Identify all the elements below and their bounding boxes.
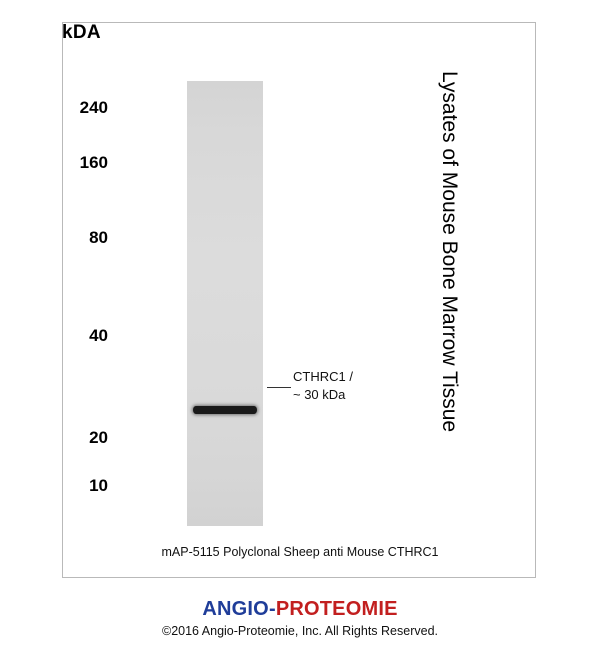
ladder-mark-80: 80 — [89, 228, 108, 247]
molecular-weight-ladder — [52, 58, 108, 498]
molecular-weight-axis-title: kDA — [62, 22, 101, 43]
ladder-mark-160: 160 — [79, 153, 108, 172]
band-annotation-line2: ~ 30 kDa — [293, 387, 346, 402]
copyright-text: ©2016 Angio-Proteomie, Inc. All Rights Reserved. — [161, 624, 439, 638]
band-pointer-line — [267, 387, 291, 388]
brand-name-first: ANGIO — [202, 598, 269, 620]
brand-name-dash: - — [268, 598, 276, 620]
figure-caption: mAP-5115 Polyclonal Sheep anti Mouse CTHRC1 — [161, 545, 439, 559]
protein-band — [193, 406, 257, 414]
ladder-mark-10: 10 — [89, 476, 108, 495]
band-annotation — [293, 368, 353, 404]
ladder-mark-40: 40 — [89, 326, 108, 345]
sample-label: Lysates of Mouse Bone Marrow Tissue — [438, 71, 461, 433]
blot-lane — [187, 81, 263, 526]
ladder-mark-240: 240 — [79, 98, 108, 117]
company-logo-text — [0, 598, 600, 621]
brand-name-second: PROTEOMIE — [275, 598, 398, 620]
band-annotation-line1: CTHRC1 / — [293, 369, 353, 384]
western-blot-figure — [62, 22, 536, 578]
ladder-mark-20: 20 — [89, 428, 108, 447]
